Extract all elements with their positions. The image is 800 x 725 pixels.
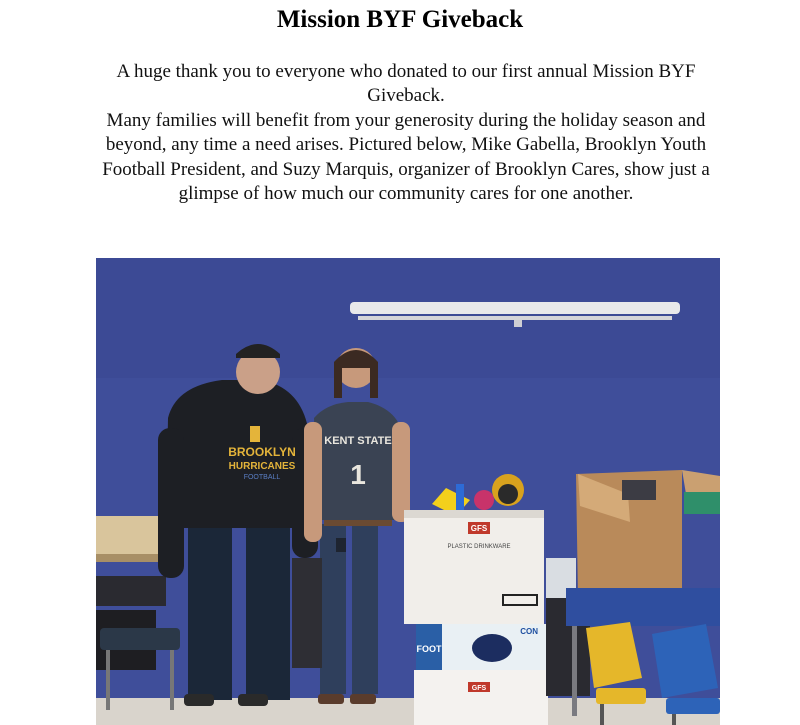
page-title: Mission BYF Giveback xyxy=(276,6,524,33)
donation-box xyxy=(404,510,544,624)
donation-photo xyxy=(96,258,720,725)
right-table xyxy=(566,588,720,626)
keyboard xyxy=(96,576,166,606)
carton-label-2: CON xyxy=(520,627,538,636)
carton-label: FOOT xyxy=(416,644,442,654)
sweatshirt-text-1: BROOKLYN xyxy=(228,445,296,459)
box-brand: GFS xyxy=(470,524,488,533)
product-carton xyxy=(416,624,546,670)
box-label: PLASTIC DRINKWARE xyxy=(447,544,511,550)
jersey-number: 1 xyxy=(350,459,366,490)
description-paragraph: Many families will benefit from your generosity during the holiday season and beyond, any time a need arises. Pictured below, Mike Gabella, Brooklyn Youth Football President, and Suzy Marquis, organizer of Brooklyn Cares, show just a glimpse of how much our community cares for one another. xyxy=(102,109,710,205)
lower-box-brand: GFS xyxy=(471,685,487,692)
thank-you-paragraph: A huge thank you to everyone who donated to our first annual Mission BYF Giveback. xyxy=(116,61,696,107)
projector-screen xyxy=(350,302,680,314)
bags xyxy=(292,558,322,668)
sweatshirt-text-3: FOOTBALL xyxy=(243,474,281,481)
jersey-text: KENT STATE xyxy=(324,435,392,447)
left-chair xyxy=(100,628,180,650)
sweatshirt-text-2: HURRICANES xyxy=(228,461,296,472)
body-text xyxy=(100,60,712,206)
lower-box xyxy=(414,670,548,725)
